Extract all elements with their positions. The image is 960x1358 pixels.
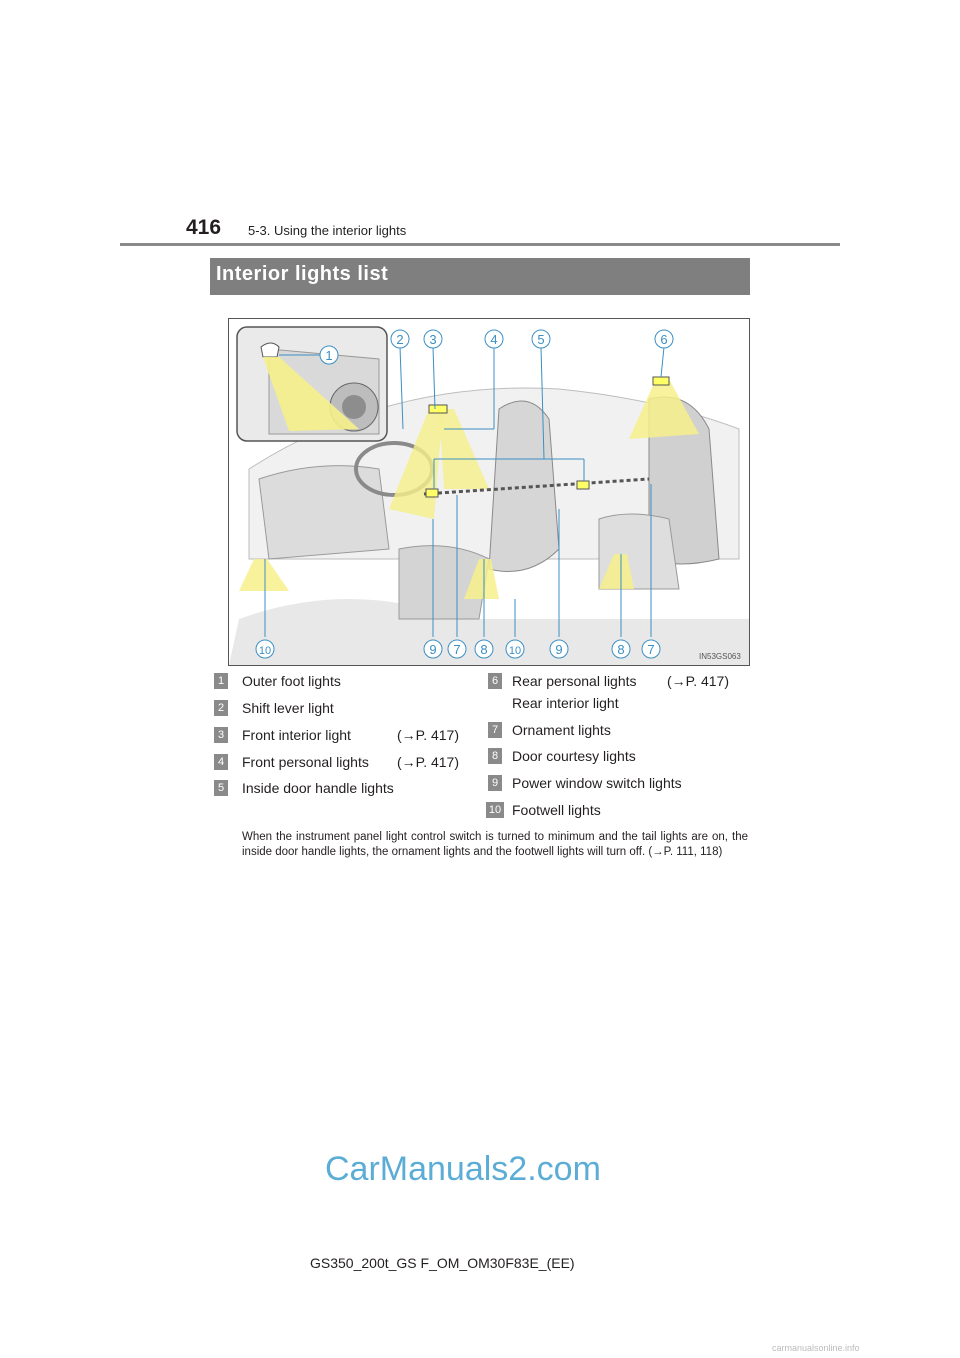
svg-text:6: 6	[660, 332, 668, 347]
legend-ref-4[interactable]: (→P. 417)	[397, 754, 459, 770]
legend-ref-6[interactable]: (→P. 417)	[667, 673, 729, 689]
figure-code: IN53GS063	[699, 652, 741, 661]
svg-text:8: 8	[617, 642, 625, 657]
callout-2	[391, 330, 409, 348]
footer-source: carmanualsonline.info	[772, 1343, 860, 1353]
legend-item-inside-door-handle-lights: Inside door handle lights	[242, 780, 394, 796]
svg-text:9: 9	[555, 642, 563, 657]
legend-item-rear-personal-lights: Rear personal lights	[512, 673, 637, 689]
section-title: 5-3. Using the interior lights	[248, 223, 407, 238]
callout-4	[485, 330, 503, 348]
legend-badge-6: 6	[488, 673, 502, 689]
svg-text:10: 10	[258, 645, 272, 657]
svg-text:8: 8	[480, 642, 488, 657]
legend-badge-1: 1	[214, 673, 228, 689]
interior-lights-illustration	[228, 318, 750, 666]
legend-badge-4: 4	[214, 754, 228, 770]
callout-6	[655, 330, 673, 348]
legend-badge-2: 2	[214, 700, 228, 716]
legend-badge-5: 5	[214, 780, 228, 796]
legend-item-door-courtesy-lights: Door courtesy lights	[512, 748, 636, 764]
legend-item-power-window-switch-lights: Power window switch lights	[512, 775, 682, 791]
legend-item-front-personal-lights: Front personal lights	[242, 754, 369, 770]
car-interior-drawing	[229, 319, 749, 665]
legend-item-outer-foot-lights: Outer foot lights	[242, 673, 341, 689]
legend-item-rear-interior-light: Rear interior light	[512, 695, 619, 711]
callout-10-left	[256, 640, 274, 658]
legend-ref-3[interactable]: (→P. 417)	[397, 727, 459, 743]
legend-badge-10: 10	[486, 802, 504, 818]
callout-9-a	[424, 640, 442, 658]
note-paragraph: When the instrument panel light control switch is turned to minimum and the tail lights are on, the inside door handle lights, the ornament lights and the footwell lights will turn off. (→P. 111, 118)	[242, 831, 748, 858]
svg-text:9: 9	[429, 642, 437, 657]
callout-10-b	[506, 640, 524, 658]
header-rule	[120, 243, 840, 246]
legend-badge-3: 3	[214, 727, 228, 743]
callout-3	[424, 330, 442, 348]
svg-text:1: 1	[325, 348, 333, 363]
callout-7-b	[642, 640, 660, 658]
callout-5	[532, 330, 550, 348]
callout-8-a	[475, 640, 493, 658]
heading-title: Interior lights list	[216, 263, 389, 285]
callout-7-a	[448, 640, 466, 658]
footer-doc-id: GS350_200t_GS F_OM_OM30F83E_(EE)	[310, 1255, 575, 1271]
svg-text:5: 5	[537, 332, 545, 347]
callout-1-inset	[320, 346, 338, 364]
heading-bar	[210, 258, 750, 295]
svg-text:7: 7	[453, 642, 461, 657]
page-number: 416	[186, 216, 222, 239]
legend-badge-7: 7	[488, 722, 502, 738]
legend-item-ornament-lights: Ornament lights	[512, 722, 611, 738]
legend-item-shift-lever-light: Shift lever light	[242, 700, 334, 716]
svg-text:3: 3	[429, 332, 437, 347]
watermark: CarManuals2.com	[325, 1150, 601, 1188]
legend-item-front-interior-light: Front interior light	[242, 727, 351, 743]
svg-text:2: 2	[396, 332, 404, 347]
svg-text:10: 10	[508, 645, 522, 657]
legend-badge-8: 8	[488, 748, 502, 764]
svg-text:7: 7	[647, 642, 655, 657]
legend-badge-9: 9	[488, 775, 502, 791]
callout-9-b	[550, 640, 568, 658]
legend-item-footwell-lights: Footwell lights	[512, 802, 601, 818]
callout-8-b	[612, 640, 630, 658]
svg-text:4: 4	[490, 332, 498, 347]
